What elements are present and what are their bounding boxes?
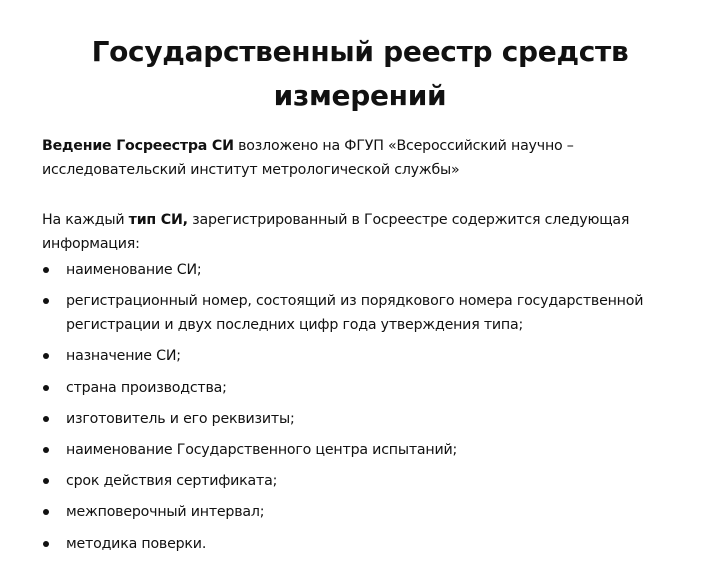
bullet-item <box>42 289 682 337</box>
info-bullet-list <box>42 258 682 563</box>
info-lead-text: На каждый <box>42 212 129 228</box>
intro-text: возложено на ФГУП «Всероссийский научно – исследовательский институт метрологической службы» <box>42 138 574 178</box>
bullet-dot-icon <box>43 385 49 391</box>
bullet-item <box>42 407 682 431</box>
bullet-text: изготовитель и его реквизиты; <box>66 410 295 427</box>
bullet-item <box>42 344 682 368</box>
bullet-dot-icon <box>43 478 49 484</box>
bullet-text: срок действия сертификата; <box>66 473 278 490</box>
bullet-text: наименование Государственного центра испытаний; <box>66 441 458 458</box>
bullet-dot-icon <box>43 509 49 515</box>
bullet-item <box>42 500 682 524</box>
bullet-text: назначение СИ; <box>66 348 181 365</box>
info-paragraph <box>42 208 682 256</box>
bullet-dot-icon <box>43 267 49 273</box>
bullet-item <box>42 438 682 462</box>
slide-title: Государственный реестр средств измерений <box>91 35 629 112</box>
info-bold-text: тип СИ, <box>128 212 188 228</box>
bullet-dot-icon <box>43 416 49 422</box>
bullet-item <box>42 376 682 400</box>
bullet-dot-icon <box>43 353 49 359</box>
bullet-item <box>42 469 682 493</box>
bullet-dot-icon <box>43 447 49 453</box>
bullet-text: страна производства; <box>66 379 227 396</box>
bullet-text: регистрационный номер, состоящий из порядкового номера государственной регистрации и двух последних цифр года утверждения типа; <box>66 293 644 334</box>
bullet-dot-icon <box>43 298 49 304</box>
bullet-text: наименование СИ; <box>66 262 202 278</box>
info-text: зарегистрированный в Госреестре содержится следующая информация: <box>42 212 630 252</box>
bullet-text: методика поверки. <box>66 535 207 552</box>
bullet-item <box>42 532 682 556</box>
bullet-dot-icon <box>43 541 49 547</box>
bullet-text: межповерочный интервал; <box>66 504 265 521</box>
intro-paragraph <box>42 134 682 182</box>
intro-bold-text: Ведение Госреестра СИ <box>42 138 234 154</box>
bullet-item <box>42 258 682 282</box>
